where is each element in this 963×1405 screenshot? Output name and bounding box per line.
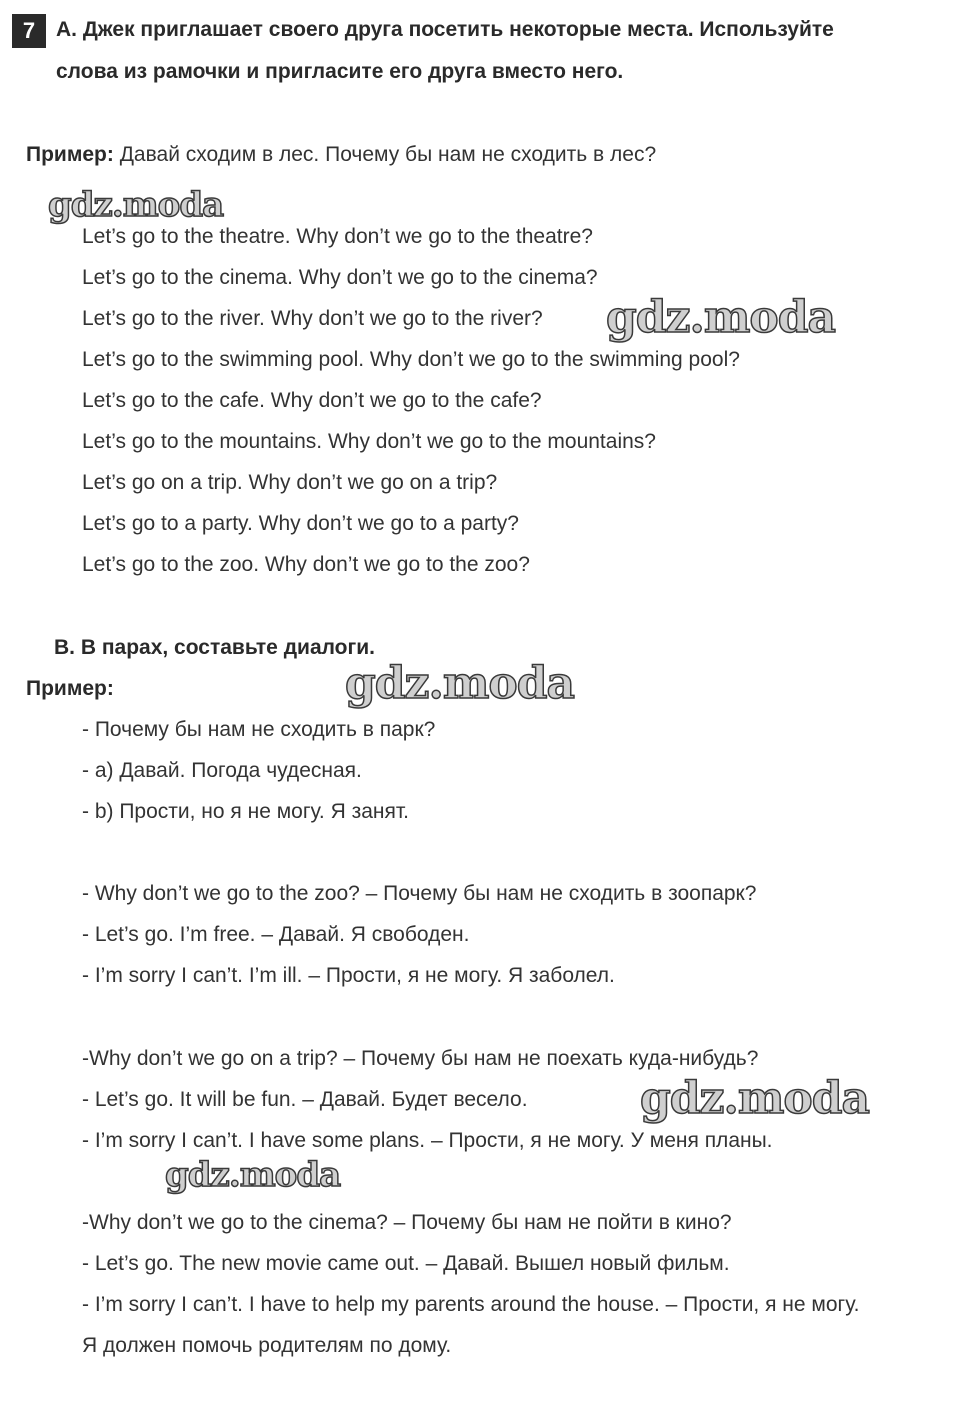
watermark-logo: gdz.moda — [640, 1073, 870, 1124]
example-a — [26, 143, 656, 167]
example-b-line: - Почему бы нам не сходить в парк? — [82, 718, 436, 741]
answer-line: Let’s go to the theatre. Why don’t we go to the theatre? — [82, 225, 593, 248]
task-number: 7 — [12, 14, 46, 48]
example-b-line: - a) Давай. Погода чудесная. — [82, 759, 362, 782]
answer-line: Let’s go to the swimming pool. Why don’t we go to the swimming pool? — [82, 348, 740, 371]
answer-line: Let’s go to the mountains. Why don’t we go to the mountains? — [82, 430, 656, 453]
dialog-line: - Let’s go. The new movie came out. – Давай. Вышел новый фильм. — [82, 1252, 730, 1275]
dialog-line: -Why don’t we go to the cinema? – Почему бы нам не пойти в кино? — [82, 1211, 732, 1234]
answer-line: Let’s go on a trip. Why don’t we go on a trip? — [82, 471, 498, 494]
example-b-line: - b) Прости, но я не могу. Я занят. — [82, 800, 409, 823]
example-b-label: Пример: — [26, 677, 114, 700]
dialog-line: - Why don’t we go to the zoo? – Почему бы нам не сходить в зоопарк? — [82, 882, 757, 905]
task-heading-a-line1: A. Джек приглашает своего друга посетить некоторые места. Используйте — [56, 18, 834, 41]
dialog-line: -Why don’t we go on a trip? – Почему бы нам не поехать куда-нибудь? — [82, 1047, 759, 1070]
watermark-logo: gdz.moda — [345, 658, 575, 709]
task-heading-a-line2: слова из рамочки и пригласите его друга вместо него. — [56, 60, 624, 83]
example-a-label: Пример: — [26, 143, 114, 166]
answer-line: Let’s go to the zoo. Why don’t we go to the zoo? — [82, 553, 530, 576]
dialog-line: - Let’s go. It will be fun. – Давай. Будет весело. — [82, 1088, 528, 1111]
answer-line: Let’s go to the cafe. Why don’t we go to the cafe? — [82, 389, 542, 412]
watermark-logo: gdz.moda — [48, 185, 224, 225]
dialog-line: - Let’s go. I’m free. – Давай. Я свободен. — [82, 923, 470, 946]
watermark-logo: gdz.moda — [606, 292, 836, 343]
section-b-heading: B. В парах, составьте диалоги. — [54, 636, 375, 659]
answer-line: Let’s go to the river. Why don’t we go to the river? — [82, 307, 543, 330]
dialog-line: - I’m sorry I can’t. I have to help my parents around the house. – Прости, я не могу. — [82, 1293, 860, 1316]
answer-line: Let’s go to a party. Why don’t we go to a party? — [82, 512, 519, 535]
answer-line: Let’s go to the cinema. Why don’t we go to the cinema? — [82, 266, 598, 289]
dialog-line: - I’m sorry I can’t. I have some plans. – Прости, я не могу. У меня планы. — [82, 1129, 773, 1152]
example-a-text: Давай сходим в лес. Почему бы нам не сходить в лес? — [113, 143, 657, 166]
dialog-line: Я должен помочь родителям по дому. — [82, 1334, 452, 1357]
watermark-logo: gdz.moda — [165, 1155, 341, 1195]
dialog-line: - I’m sorry I can’t. I’m ill. – Прости, я не могу. Я заболел. — [82, 964, 615, 987]
